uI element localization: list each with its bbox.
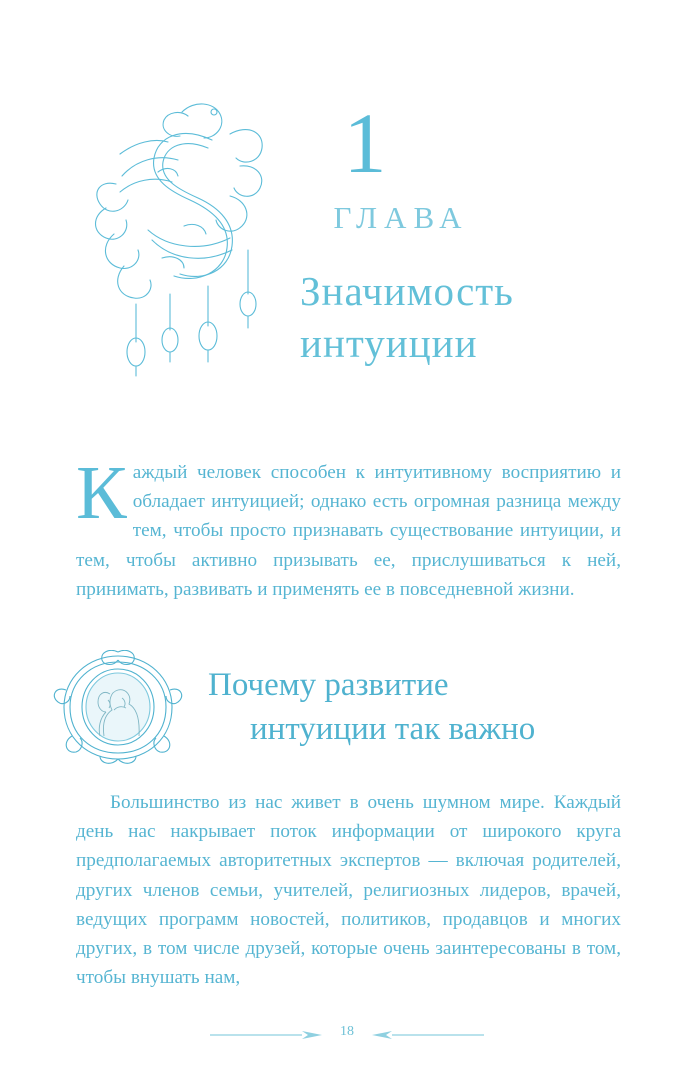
chapter-title-line-1: Значимость bbox=[300, 268, 514, 314]
arrow-rule-left-icon bbox=[210, 1027, 330, 1037]
page-footer bbox=[0, 1012, 694, 1052]
section-paragraph: Большинство из нас живет в очень шумном мире. Каждый день нас накрывает поток информации от широкого круга предполагаемых авторитетных экспертов — включая родителей, других членов семьи, учителей, религиозных лидеров, врачей, ведущих программ новостей, политиков, продавцов и многих других, в том числе друзей, которые очень заинтересованы в том, чтобы внушать нам, bbox=[76, 792, 621, 989]
drop-cap: К bbox=[76, 451, 127, 535]
chapter-number: 1 bbox=[343, 95, 387, 191]
section-title-line-1: Почему развитие bbox=[208, 667, 449, 703]
section-header bbox=[40, 650, 660, 765]
intro-paragraph-text: аждый человек способен к интуитивному восприятию и обладает интуицией; однако есть огромная разница между тем, чтобы просто признавать существование интуиции, и тем, чтобы активно призывать ее, прислушиваться к ней, принимать, развивать и применять ее в повседневной жизни. bbox=[76, 462, 621, 600]
oval-cameo-portrait-ornament-icon bbox=[52, 650, 184, 765]
arrow-rule-right-icon bbox=[364, 1027, 484, 1037]
chapter-title-line-2: интуиции bbox=[300, 320, 478, 367]
page-number: 18 bbox=[340, 1024, 354, 1039]
section-title-line-2: интуиции так важно bbox=[250, 710, 536, 747]
decorative-floral-initial-ornament-icon bbox=[62, 80, 272, 385]
chapter-title bbox=[300, 265, 660, 370]
chapter-label: ГЛАВА bbox=[333, 200, 469, 235]
intro-paragraph bbox=[76, 451, 621, 604]
section-title bbox=[208, 664, 658, 751]
chapter-header bbox=[0, 60, 694, 390]
